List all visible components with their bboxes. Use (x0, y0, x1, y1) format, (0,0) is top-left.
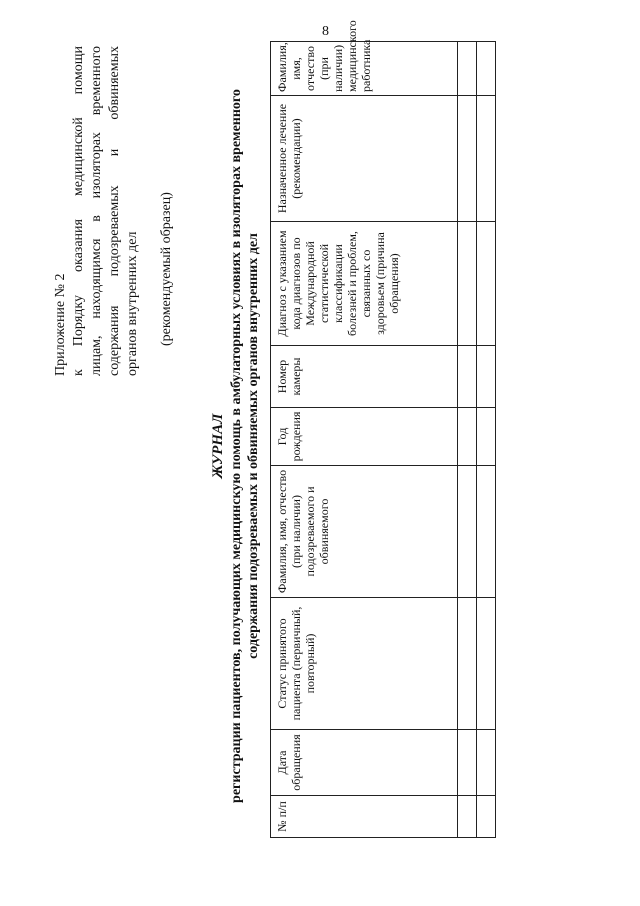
journal-subtitle-line1: регистрации пациентов, получающих медицинскую помощь в амбулаторных условиях в изоляторах временного (229, 89, 244, 803)
sample-note: (рекомендуемый образец) (159, 192, 174, 346)
appendix-line: органов внутренних дел (125, 231, 140, 376)
table-cell (477, 96, 496, 222)
table-cell (477, 408, 496, 466)
table-cell (477, 42, 496, 96)
column-header-treatment: Назначенное лечение (рекомендации) (271, 96, 458, 222)
page-number: 8 (322, 24, 329, 39)
table-cell (458, 96, 477, 222)
column-header-status: Статус принятого пациента (первичный, повторный) (271, 598, 458, 730)
table-header-row (271, 42, 458, 838)
table-cell (458, 466, 477, 598)
table-cell (458, 346, 477, 408)
column-header-number: № п/п (271, 796, 458, 838)
column-header-patient-name: Фамилия, имя, отчество (при наличии) подозреваемого и обвиняемого (271, 466, 458, 598)
appendix-line: к Порядку оказания медицинской помощи (71, 46, 86, 376)
journal-subtitle-line2: содержания подозреваемых и обвиняемых органов внутренних дел (246, 233, 261, 659)
table-cell (458, 408, 477, 466)
column-header-diagnosis: Диагноз с указанием кода диагнозов по Международной статистической классификации болезней и проблем, связанных со здоровьем (причина обращения) (271, 222, 458, 346)
table-cell (458, 730, 477, 796)
table-row (477, 42, 496, 838)
appendix-line: лицам, находящимся в изоляторах временного (89, 46, 104, 376)
table-row (458, 42, 477, 838)
table-cell (458, 796, 477, 838)
table-cell (458, 42, 477, 96)
appendix-title: Приложение № 2 (53, 273, 68, 376)
table-cell (477, 730, 496, 796)
table-cell (477, 598, 496, 730)
column-header-birth-year: Год рождения (271, 408, 458, 466)
table-cell (458, 598, 477, 730)
table-cell (458, 222, 477, 346)
rotated-page-content (38, 20, 598, 866)
journal-table (270, 20, 496, 838)
table-cell (477, 222, 496, 346)
appendix-line: содержания подозреваемых и обвиняемых (107, 46, 122, 376)
table-cell (477, 466, 496, 598)
column-header-date: Дата обращения (271, 730, 458, 796)
column-header-cell-number: Номер камеры (271, 346, 458, 408)
column-header-medical-worker: Фамилия, имя, отчество (при наличии) медицинского работника (271, 42, 458, 96)
appendix-block (52, 46, 176, 376)
journal-title: ЖУРНАЛ (210, 413, 226, 479)
table-cell (477, 346, 496, 408)
table-cell (477, 796, 496, 838)
